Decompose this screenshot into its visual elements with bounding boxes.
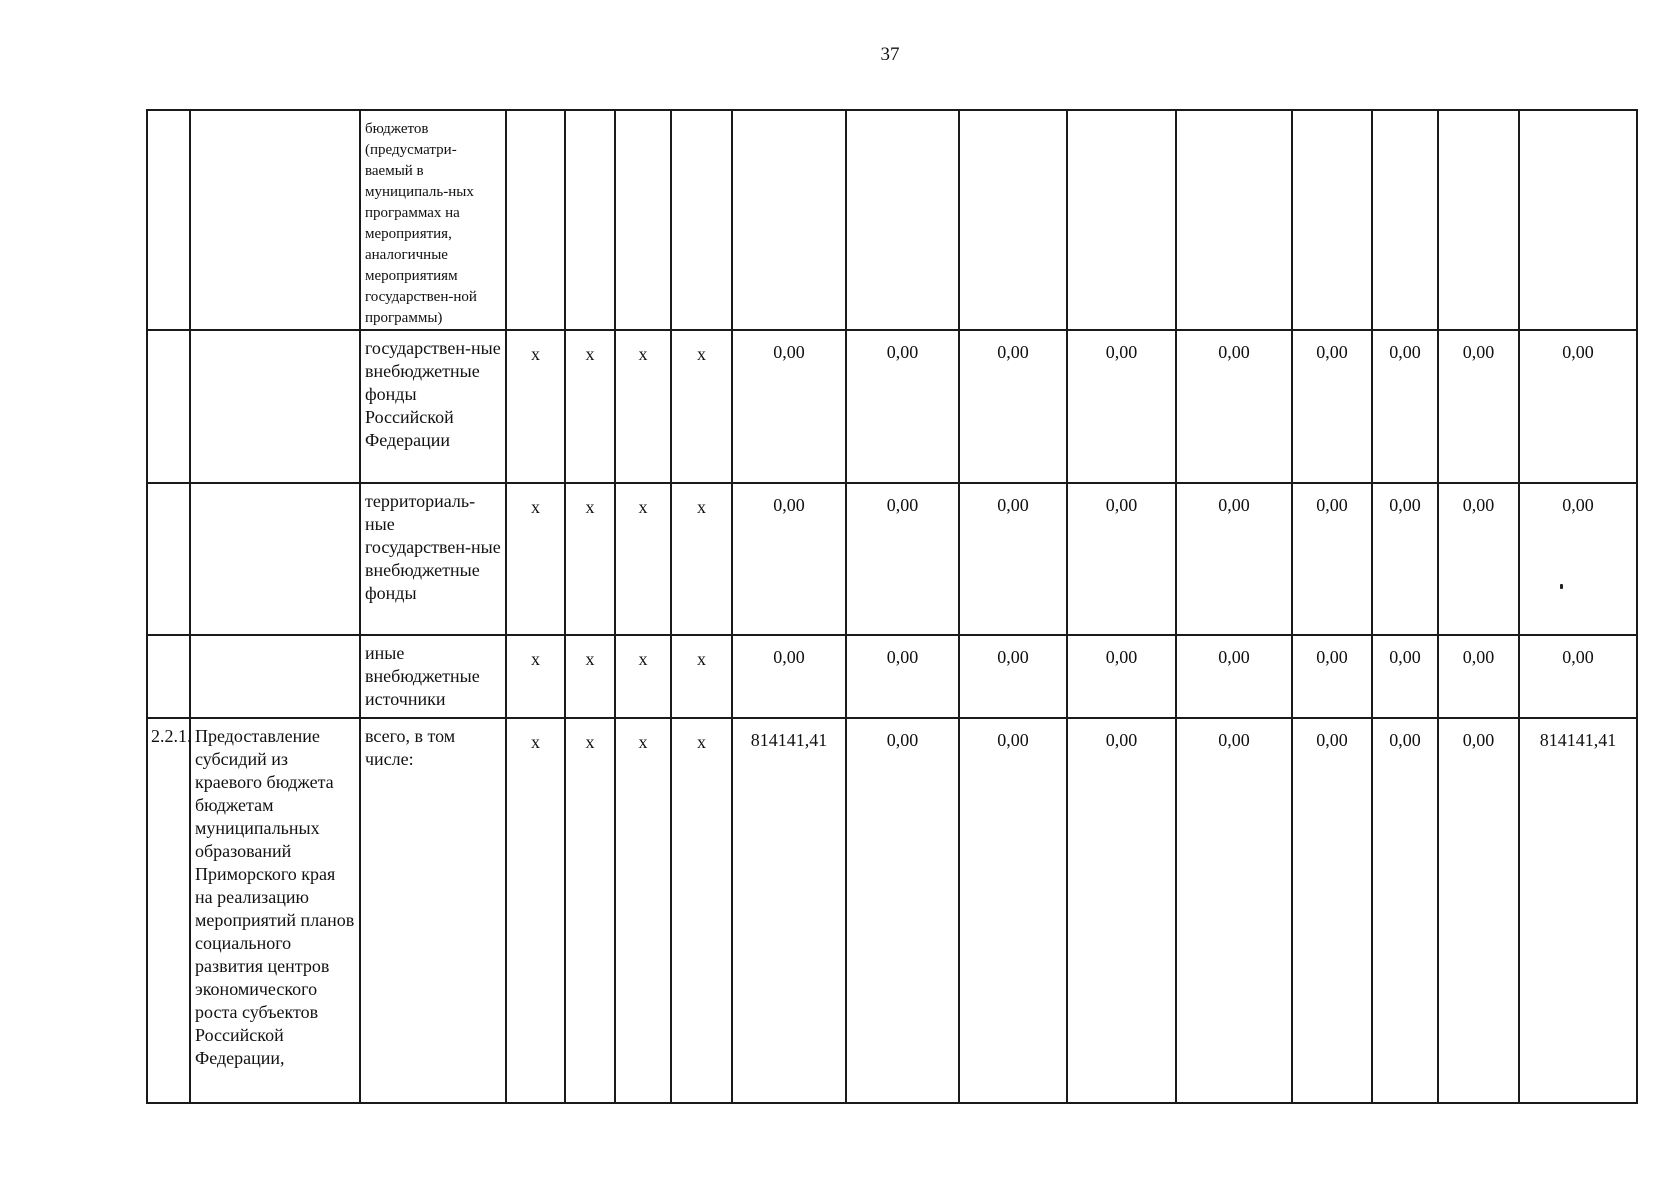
page-number: 37: [880, 44, 900, 65]
amount-cell: 0,00: [959, 718, 1067, 1103]
code-cell: [671, 110, 732, 330]
measure-name-cell: [190, 635, 360, 718]
amount-cell: 0,00: [732, 330, 846, 483]
funding-source-cell: бюджетов (предусматри-ваемый в муниципаль-ных программах на мероприятия, аналогичные мероприятиям государствен-ной программы): [360, 110, 506, 330]
amount-cell: [1067, 110, 1176, 330]
amount-cell: 0,00: [1438, 718, 1519, 1103]
code-cell: x: [506, 330, 565, 483]
program-funding-table: [146, 109, 1638, 1104]
funding-source-cell: государствен-ные внебюджетные фонды Российской Федерации: [360, 330, 506, 483]
amount-cell: 0,00: [1176, 483, 1292, 635]
measure-name-cell: [190, 483, 360, 635]
table-row: [147, 718, 1637, 1103]
code-cell: x: [615, 483, 671, 635]
amount-cell: 0,00: [846, 635, 959, 718]
funding-source-cell: территориаль-ные государствен-ные внебюджетные фонды: [360, 483, 506, 635]
measure-name-cell: [190, 330, 360, 483]
table-row: [147, 330, 1637, 483]
amount-cell: 0,00: [846, 330, 959, 483]
amount-cell: 0,00: [732, 483, 846, 635]
amount-cell: [1438, 110, 1519, 330]
amount-cell: 0,00: [1067, 718, 1176, 1103]
row-number-cell: [147, 110, 190, 330]
amount-cell: [1519, 110, 1637, 330]
amount-cell: 0,00: [1372, 635, 1438, 718]
amount-cell: 0,00: [846, 718, 959, 1103]
amount-cell: 0,00: [846, 483, 959, 635]
row-number-cell: [147, 330, 190, 483]
code-cell: x: [671, 483, 732, 635]
scan-speck: [1560, 584, 1563, 589]
funding-source-cell: всего, в том числе:: [360, 718, 506, 1103]
amount-cell: 0,00: [1067, 483, 1176, 635]
amount-cell: 0,00: [1372, 483, 1438, 635]
amount-cell: 0,00: [959, 635, 1067, 718]
table-row: [147, 635, 1637, 718]
code-cell: x: [671, 330, 732, 483]
measure-name-cell: [190, 110, 360, 330]
amount-cell: 0,00: [1067, 635, 1176, 718]
amount-cell: [1372, 110, 1438, 330]
amount-cell: 0,00: [1519, 483, 1637, 635]
amount-cell: 0,00: [732, 635, 846, 718]
code-cell: x: [615, 635, 671, 718]
amount-cell: 0,00: [1292, 635, 1372, 718]
amount-cell: 0,00: [959, 483, 1067, 635]
table-row: [147, 483, 1637, 635]
funding-source-cell: иные внебюджетные источники: [360, 635, 506, 718]
amount-cell: 0,00: [1067, 330, 1176, 483]
amount-cell: 0,00: [1372, 718, 1438, 1103]
code-cell: x: [615, 718, 671, 1103]
amount-cell: [846, 110, 959, 330]
code-cell: x: [671, 718, 732, 1103]
amount-cell: 0,00: [1519, 330, 1637, 483]
code-cell: x: [506, 718, 565, 1103]
amount-cell: 0,00: [1438, 330, 1519, 483]
code-cell: x: [565, 718, 615, 1103]
code-cell: x: [565, 330, 615, 483]
amount-cell: 814141,41: [732, 718, 846, 1103]
table-row: [147, 110, 1637, 330]
amount-cell: 0,00: [1438, 483, 1519, 635]
amount-cell: 0,00: [1176, 330, 1292, 483]
code-cell: x: [615, 330, 671, 483]
amount-cell: 0,00: [1519, 635, 1637, 718]
amount-cell: [732, 110, 846, 330]
amount-cell: [1176, 110, 1292, 330]
amount-cell: 814141,41: [1519, 718, 1637, 1103]
amount-cell: 0,00: [1438, 635, 1519, 718]
amount-cell: 0,00: [1176, 635, 1292, 718]
amount-cell: 0,00: [1292, 483, 1372, 635]
code-cell: x: [565, 635, 615, 718]
amount-cell: 0,00: [1372, 330, 1438, 483]
code-cell: [565, 110, 615, 330]
amount-cell: [959, 110, 1067, 330]
code-cell: x: [506, 483, 565, 635]
code-cell: [615, 110, 671, 330]
amount-cell: [1292, 110, 1372, 330]
amount-cell: 0,00: [1176, 718, 1292, 1103]
amount-cell: 0,00: [959, 330, 1067, 483]
row-number-cell: 2.2.1.: [147, 718, 190, 1103]
code-cell: [506, 110, 565, 330]
code-cell: x: [671, 635, 732, 718]
code-cell: x: [506, 635, 565, 718]
row-number-cell: [147, 483, 190, 635]
amount-cell: 0,00: [1292, 330, 1372, 483]
amount-cell: 0,00: [1292, 718, 1372, 1103]
row-number-cell: [147, 635, 190, 718]
code-cell: x: [565, 483, 615, 635]
measure-name-cell: Предоставление субсидий из краевого бюджета бюджетам муниципальных образований Приморского края на реализацию мероприятий планов социального развития центров экономического роста субъектов Российской Федерации,: [190, 718, 360, 1103]
